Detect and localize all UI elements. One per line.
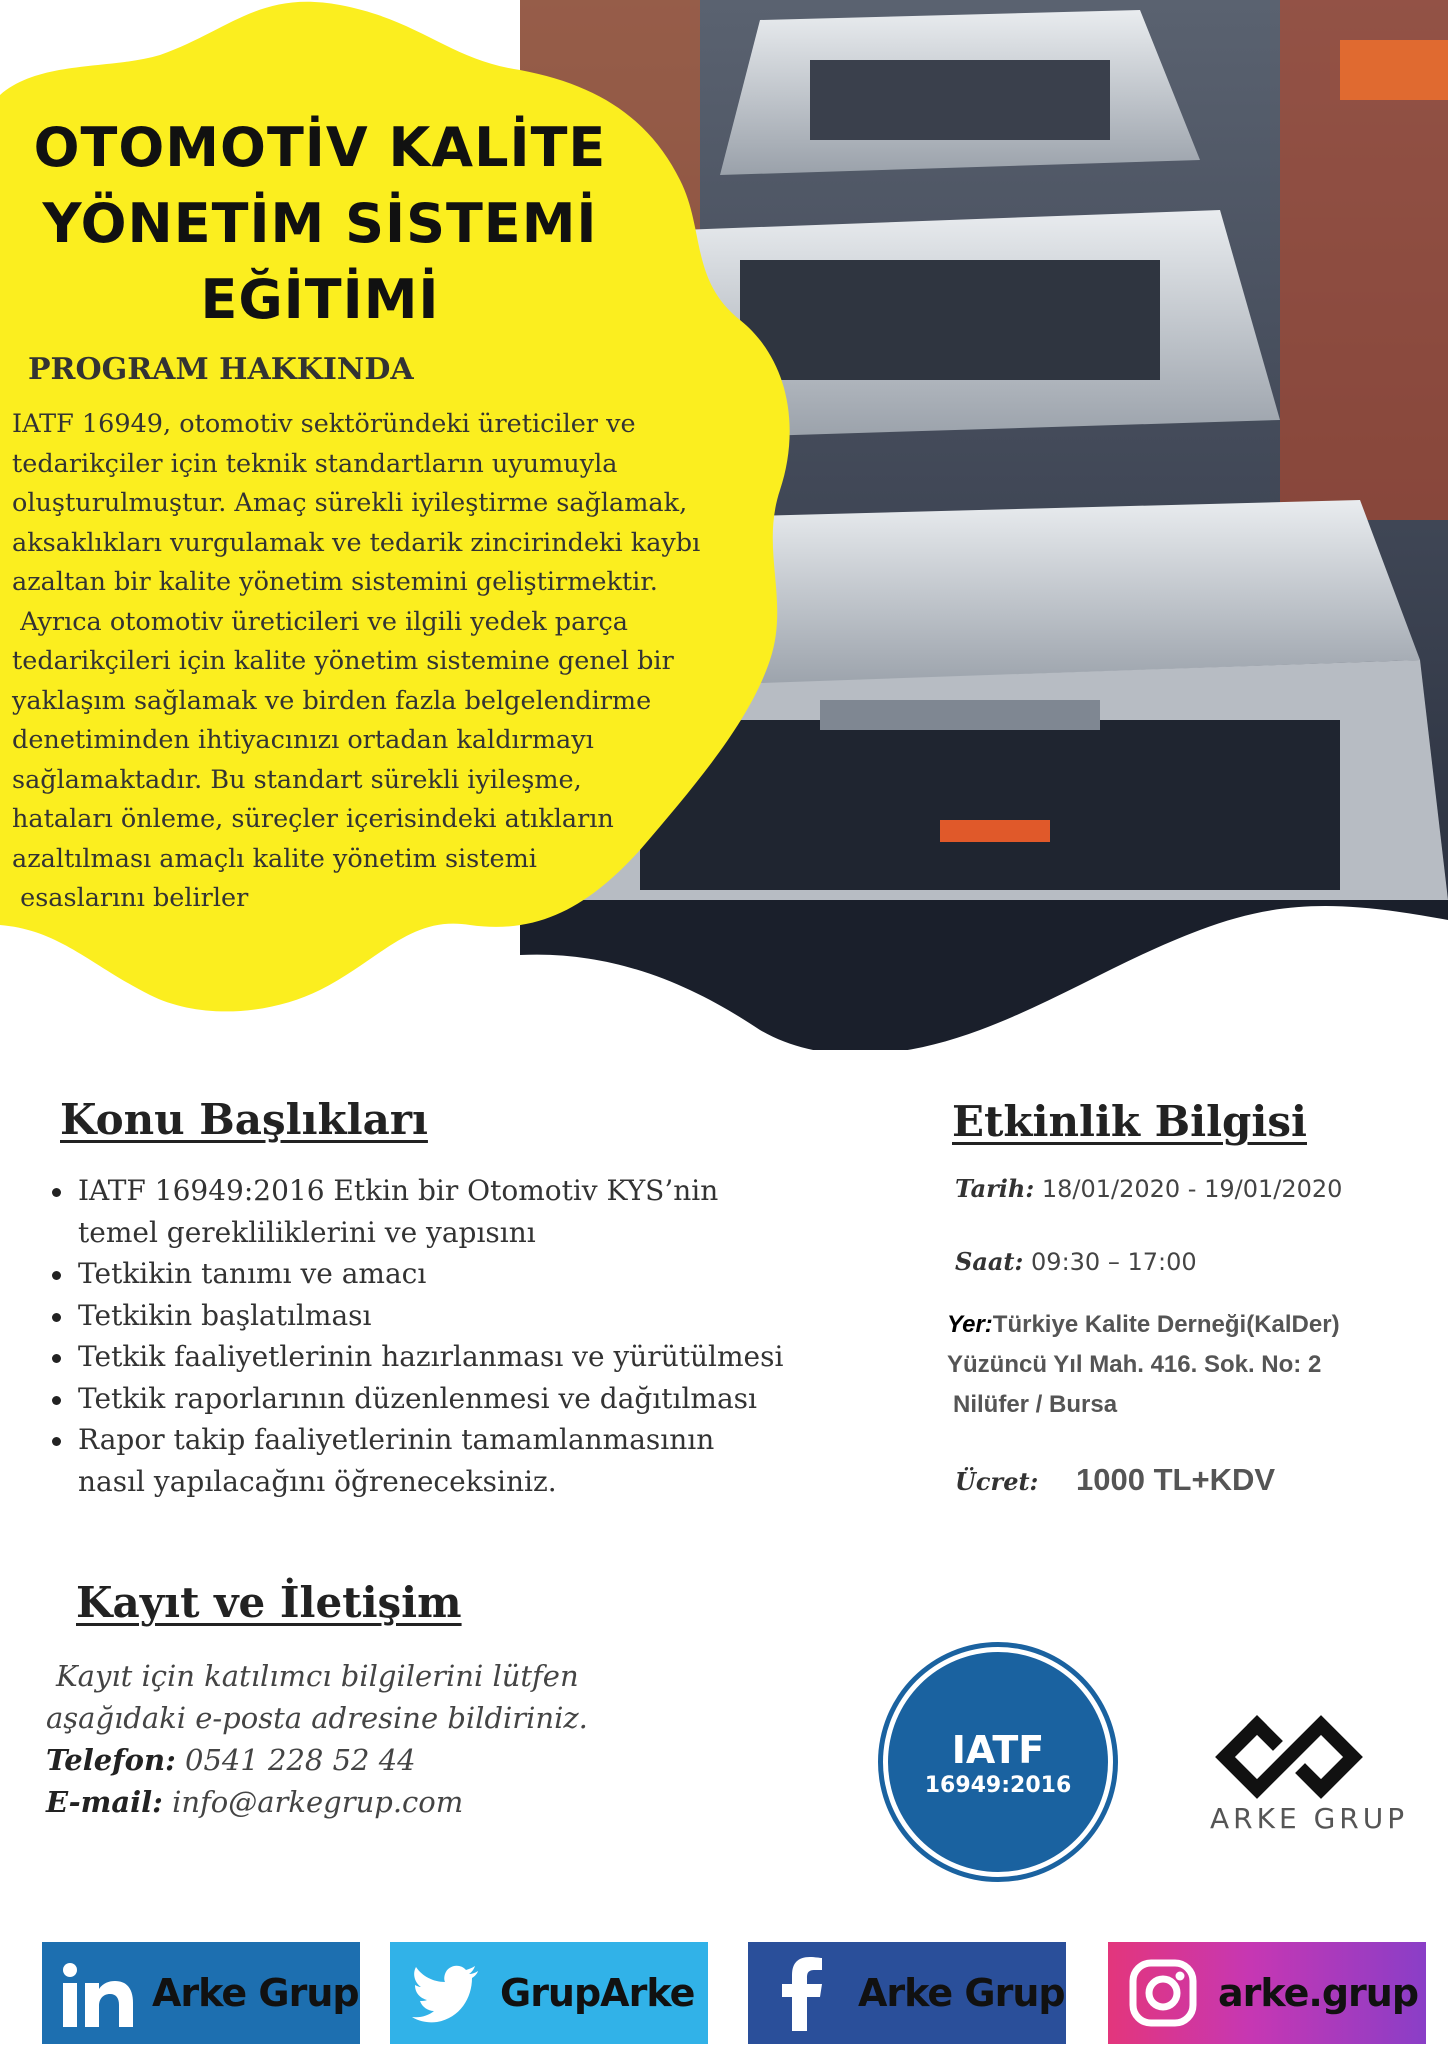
description-line: Ayrıca otomotiv üreticileri ve ilgili yedek parça: [12, 606, 628, 637]
email-label: E-mail:: [46, 1785, 163, 1819]
time-value: 09:30 – 17:00: [1031, 1248, 1197, 1276]
event-place: [947, 1305, 1340, 1425]
description-line: aksaklıkları vurgulamak ve tedarik zincirindeki kaybı: [12, 527, 701, 558]
iatf-badge: [888, 1652, 1108, 1872]
badge-line: IATF: [951, 1727, 1045, 1772]
topic-line: Tetkik faaliyetlerinin hazırlanması ve yürütülmesi: [78, 1340, 784, 1373]
social-label: Arke Grup: [152, 1971, 359, 2015]
place-line: Nilüfer / Bursa: [953, 1391, 1118, 1418]
description-line: esaslarını belirler: [12, 883, 249, 913]
date-value: 18/01/2020 - 19/01/2020: [1041, 1175, 1343, 1203]
description-line: oluşturulmuştur. Amaç sürekli iyileştirme sağlamak,: [12, 488, 688, 518]
description-line: denetiminden ihtiyacınızı ortadan kaldırmayı: [12, 725, 594, 755]
place-line: Yüzüncü Yıl Mah. 416. Sok. No: 2: [947, 1351, 1322, 1378]
list-item: [50, 1170, 880, 1253]
social-label: arke.grup: [1218, 1971, 1419, 2015]
social-instagram-button[interactable]: [1108, 1942, 1426, 2044]
event-time: [955, 1247, 1197, 1276]
description-line: IATF 16949, otomotiv sektöründeki üreticiler ve: [12, 409, 636, 439]
badge-line: 16949:2016: [924, 1772, 1072, 1798]
contact-info: [46, 1655, 588, 1823]
topic-line: nasıl yapılacağını öğreneceksiniz.: [78, 1464, 557, 1498]
topics-heading: Konu Başlıkları: [60, 1095, 428, 1144]
list-item: [50, 1336, 880, 1378]
description-line: hataları önleme, süreçler içerisindeki atıkların: [12, 804, 614, 834]
list-item: [50, 1419, 880, 1502]
title-line: YÖNETİM SİSTEMİ: [42, 192, 598, 255]
list-item: [50, 1295, 880, 1337]
linkedin-icon: [42, 1942, 152, 2044]
program-heading: PROGRAM HAKKINDA: [28, 352, 414, 387]
description-line: azaltılması amaçlı kalite yönetim sistemi: [12, 843, 537, 874]
topic-line: IATF 16949:2016 Etkin bir Otomotiv KYS’nin: [78, 1174, 719, 1207]
list-item: [50, 1253, 880, 1295]
facebook-icon: [748, 1942, 858, 2044]
phone-label: Telefon:: [46, 1743, 176, 1777]
fee-value: 1000 TL+KDV: [1076, 1462, 1276, 1497]
contact-line: Kayıt için katılımcı bilgilerini lütfen: [56, 1659, 579, 1693]
social-linkedin-button[interactable]: [42, 1942, 360, 2044]
topic-line: Rapor takip faaliyetlerinin tamamlanmasının: [78, 1423, 715, 1456]
instagram-icon: [1108, 1942, 1218, 2044]
social-label: Arke Grup: [858, 1971, 1065, 2015]
fee-label: Ücret:: [955, 1467, 1039, 1496]
place-label: Yer:: [947, 1311, 993, 1338]
social-facebook-button[interactable]: [748, 1942, 1066, 2044]
description-line: tedarikçileri için kalite yönetim sistemine genel bir: [12, 646, 674, 676]
twitter-icon: [390, 1942, 500, 2044]
date-label: Tarih:: [955, 1174, 1035, 1203]
contact-line: aşağıdaki e-posta adresine bildiriniz.: [46, 1701, 588, 1735]
description-line: yaklaşım sağlamak ve birden fazla belgelendirme: [12, 685, 652, 716]
place-line: Türkiye Kalite Derneği(KalDer): [992, 1311, 1340, 1338]
contact-heading: Kayıt ve İletişim: [76, 1578, 462, 1627]
social-label: GrupArke: [500, 1971, 695, 2015]
social-twitter-button[interactable]: [390, 1942, 708, 2044]
logo-name: ARKE GRUP: [1210, 1802, 1409, 1835]
topic-line: Tetkikin başlatılması: [78, 1298, 372, 1332]
description-line: tedarikçiler için teknik standartların uyumuyla: [12, 448, 618, 479]
description-line: sağlamaktadır. Bu standart sürekli iyileşme,: [12, 764, 582, 795]
event-fee: [955, 1462, 1275, 1498]
email-value[interactable]: info@arkegrup.com: [172, 1785, 464, 1819]
page-title: [20, 110, 620, 338]
topic-line: Tetkikin tanımı ve amacı: [78, 1257, 427, 1290]
description-line: azaltan bir kalite yönetim sistemini geliştirmektir.: [12, 567, 658, 597]
list-item: [50, 1378, 880, 1420]
phone-value[interactable]: 0541 228 52 44: [185, 1743, 416, 1777]
topics-list: [50, 1170, 880, 1502]
topic-line: Tetkik raporlarının düzenlenmesi ve dağıtılması: [78, 1381, 757, 1415]
topic-line: temel gerekliliklerini ve yapısını: [78, 1215, 536, 1249]
event-date: [955, 1174, 1342, 1203]
time-label: Saat:: [955, 1247, 1024, 1276]
title-line: EĞİTİMİ: [200, 268, 440, 331]
program-description: [12, 405, 802, 919]
event-heading: Etkinlik Bilgisi: [952, 1097, 1307, 1146]
title-line: OTOMOTİV KALİTE: [33, 116, 607, 179]
